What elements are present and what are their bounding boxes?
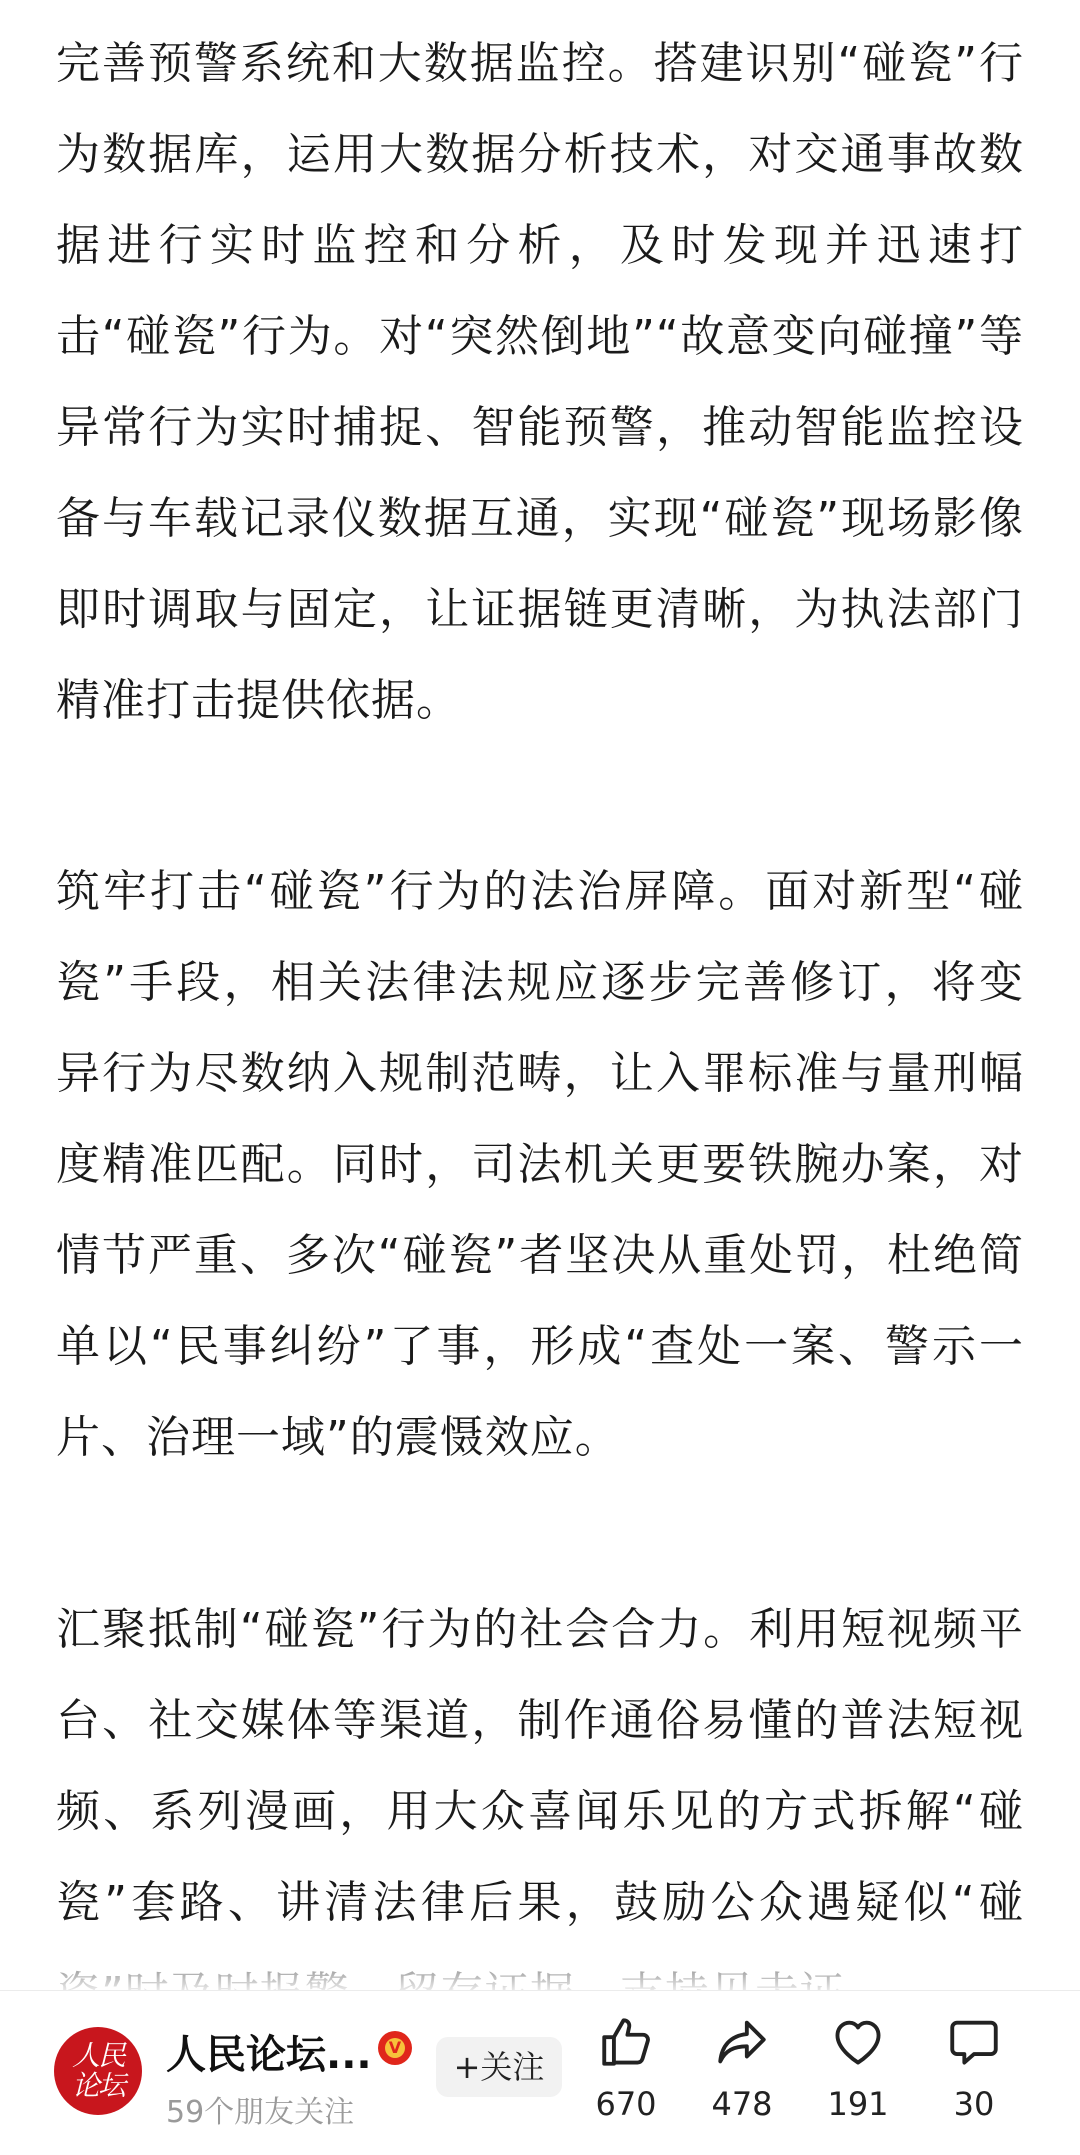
share-count: 478 <box>711 2085 773 2123</box>
comment-bubble-icon <box>945 2013 1003 2071</box>
verified-badge-icon <box>378 2031 412 2065</box>
like-button[interactable] <box>571 2013 681 2143</box>
text-fade-overlay <box>0 1930 1080 1990</box>
article-paragraph-2: 筑牢打击“碰瓷”行为的法治屏障。面对新型“碰瓷”手段，相关法律法规应逐步完善修订，将变异行为尽数纳入规制范畴，让入罪标准与量刑幅度精准匹配。同时，司法机关更要铁腕办案，对情节严重、多次“碰瓷”者坚决从重处罚，杜绝简单以“民事纠纷”了事，形成“查处一案、警示一片、治理一域”的震慑效应。 <box>56 866 1024 1463</box>
avatar-logo-text: 人民论坛 <box>71 2039 124 2102</box>
heart-icon <box>829 2013 887 2071</box>
thumbs-up-icon <box>597 2013 655 2071</box>
author-avatar[interactable] <box>54 2027 142 2115</box>
share-arrow-icon <box>713 2013 771 2071</box>
article-paragraph-1: 完善预警系统和大数据监控。搭建识别“碰瓷”行为数据库，运用大数据分析技术，对交通事故数据进行实时监控和分析，及时发现并迅速打击“碰瓷”行为。对“突然倒地”“故意变向碰撞”等异常行为实时捕捉、智能预警，推动智能监控设备与车载记录仪数据互通，实现“碰瓷”现场影像即时调取与固定，让证据链更清晰，为执法部门精准打击提供依据。 <box>56 38 1024 726</box>
favorite-button[interactable] <box>803 2013 913 2143</box>
comment-button[interactable] <box>919 2013 1029 2143</box>
favorite-count: 191 <box>827 2085 889 2123</box>
author-name[interactable]: 人民论坛... <box>166 2032 372 2078</box>
share-button[interactable] <box>687 2013 797 2143</box>
like-count: 670 <box>595 2085 657 2123</box>
article-paragraph-3: 汇聚抵制“碰瓷”行为的社会合力。利用短视频平台、社交媒体等渠道，制作通俗易懂的普法短视频、系列漫画，用大众喜闻乐见的方式拆解“碰瓷”套路、讲清法律后果，鼓励公众遇疑似“碰 <box>56 1604 1024 1928</box>
friends-following-text: 59个朋友关注 <box>166 2095 355 2130</box>
comment-count: 30 <box>953 2085 995 2123</box>
verified-mark: V <box>385 2038 405 2058</box>
bottom-action-bar <box>0 1990 1080 2155</box>
follow-button[interactable]: +关注 <box>436 2037 562 2097</box>
